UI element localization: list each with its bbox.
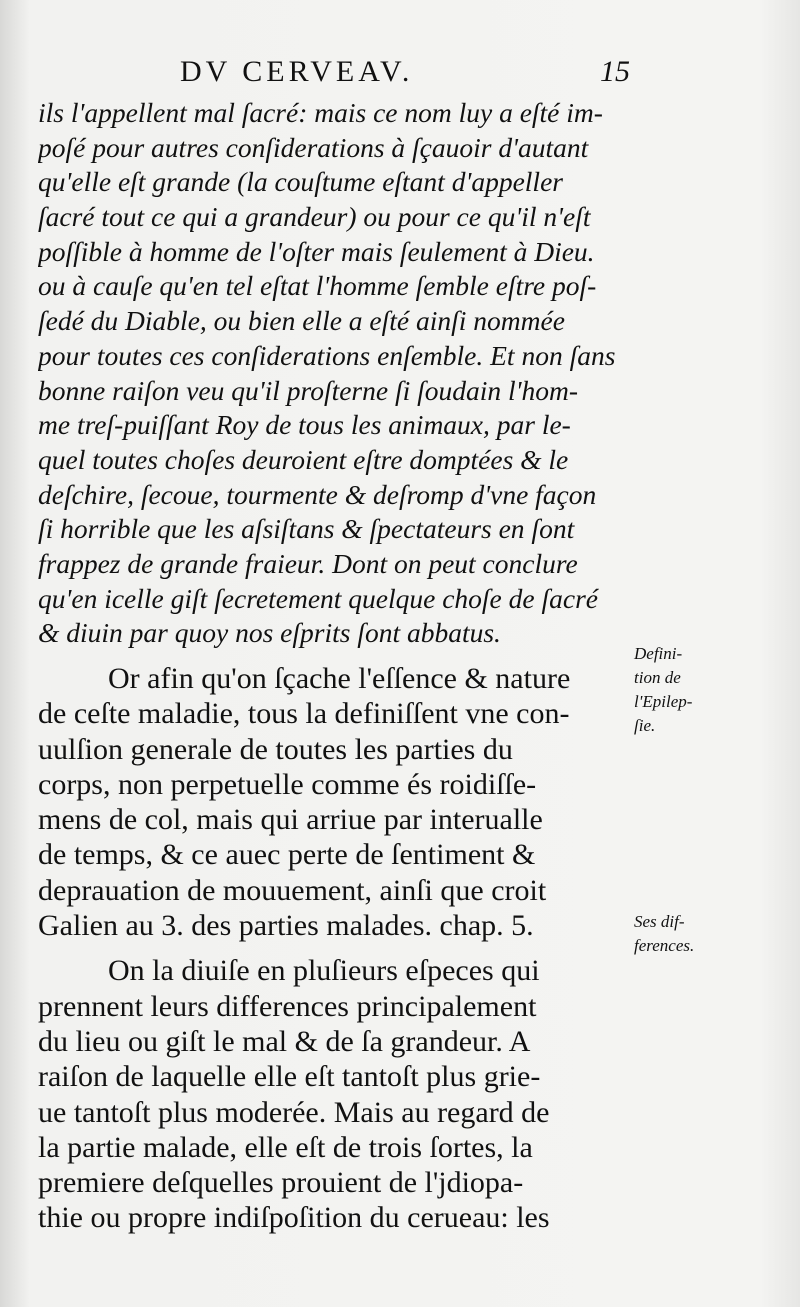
page-header xyxy=(180,55,640,95)
margin-note-differences xyxy=(634,910,794,958)
text-line: poſé pour autres conſiderations à ſçauoir d'autant xyxy=(38,131,589,163)
margin-note-line: tion de xyxy=(634,668,681,687)
text-line: ſi horrible que les aſsiſtans & ſpectateurs en ſont xyxy=(38,513,575,545)
margin-note-definition xyxy=(634,642,794,738)
text-line: pour toutes ces conſiderations enſemble. Et non ſans xyxy=(38,339,616,371)
text-line: ou à cauſe qu'en tel eſtat l'homme ſemble eſtre poſ- xyxy=(38,270,597,302)
text-line: de temps, & ce auec perte de ſentiment & xyxy=(38,838,536,872)
text-line: ſedé du Diable, ou bien elle a eſté ainſi nommée xyxy=(38,305,565,337)
body-text xyxy=(38,96,628,1236)
running-head: DV CERVEAV. xyxy=(180,55,414,88)
text-line: qu'elle eſt grande (la couſtume eſtant d'appeller xyxy=(38,166,563,198)
text-line: ſacré tout ce qui a grandeur) ou pour ce qu'il n'eſt xyxy=(38,201,591,233)
italic-passage xyxy=(38,96,628,651)
text-line: ils l'appellent mal ſacré: mais ce nom luy a eſté im- xyxy=(38,97,603,128)
text-line: frappez de grande fraieur. Dont on peut conclure xyxy=(38,547,578,579)
text-line: & diuin par quoy nos eſprits ſont abbatus. xyxy=(38,617,501,649)
text-line: corps, non perpetuelle comme és roidiſſe- xyxy=(38,767,537,801)
margin-note-line: l'Epilep- xyxy=(634,692,693,711)
margin-note-line: ſie. xyxy=(634,716,656,735)
text-line: thie ou propre indiſpoſition du cerueau: les xyxy=(38,1201,550,1235)
text-line: ue tantoſt plus moderée. Mais au regard de xyxy=(38,1095,550,1129)
margin-note-line: Ses dif- xyxy=(634,912,685,931)
paragraph-definition xyxy=(38,661,628,943)
text-line: deprauation de mouuement, ainſi que croit xyxy=(38,873,547,907)
text-line: mens de col, mais qui arriue par interualle xyxy=(38,803,543,837)
text-line: premiere deſquelles prouient de l'jdiopa- xyxy=(38,1166,524,1200)
text-line: On la diuiſe en pluſieurs eſpeces qui xyxy=(108,954,540,988)
text-line: Galien au 3. des parties malades. chap. 5. xyxy=(38,909,534,943)
paragraph-differences xyxy=(38,953,628,1235)
text-line: uulſion generale de toutes les parties du xyxy=(38,732,513,766)
text-line: qu'en icelle giſt ſecretement quelque choſe de ſacré xyxy=(38,582,598,614)
text-line: de ceſte maladie, tous la definiſſent vne con- xyxy=(38,697,570,731)
text-line: poſſible à homme de l'oſter mais ſeulement à Dieu. xyxy=(38,235,595,267)
text-line: la partie malade, elle eſt de trois ſortes, la xyxy=(38,1130,533,1164)
text-line: du lieu ou giſt le mal & de ſa grandeur. A xyxy=(38,1024,531,1058)
text-line: deſchire, ſecoue, tourmente & deſromp d'vne façon xyxy=(38,478,597,510)
text-line: bonne raiſon veu qu'il proſterne ſi ſoudain l'hom- xyxy=(38,374,579,406)
text-line: quel toutes choſes deuroient eſtre domptées & le xyxy=(38,443,569,475)
margin-note-line: Defini- xyxy=(634,644,683,663)
text-line: Or afin qu'on ſçache l'eſſence & nature xyxy=(108,662,571,695)
text-line: me treſ-puiſſant Roy de tous les animaux, par le- xyxy=(38,409,571,441)
text-line: prennent leurs differences principalement xyxy=(38,989,537,1023)
text-line: raiſon de laquelle elle eſt tantoſt plus grie- xyxy=(38,1060,541,1094)
page-number: 15 xyxy=(600,55,630,88)
margin-note-line: ferences. xyxy=(634,936,695,955)
